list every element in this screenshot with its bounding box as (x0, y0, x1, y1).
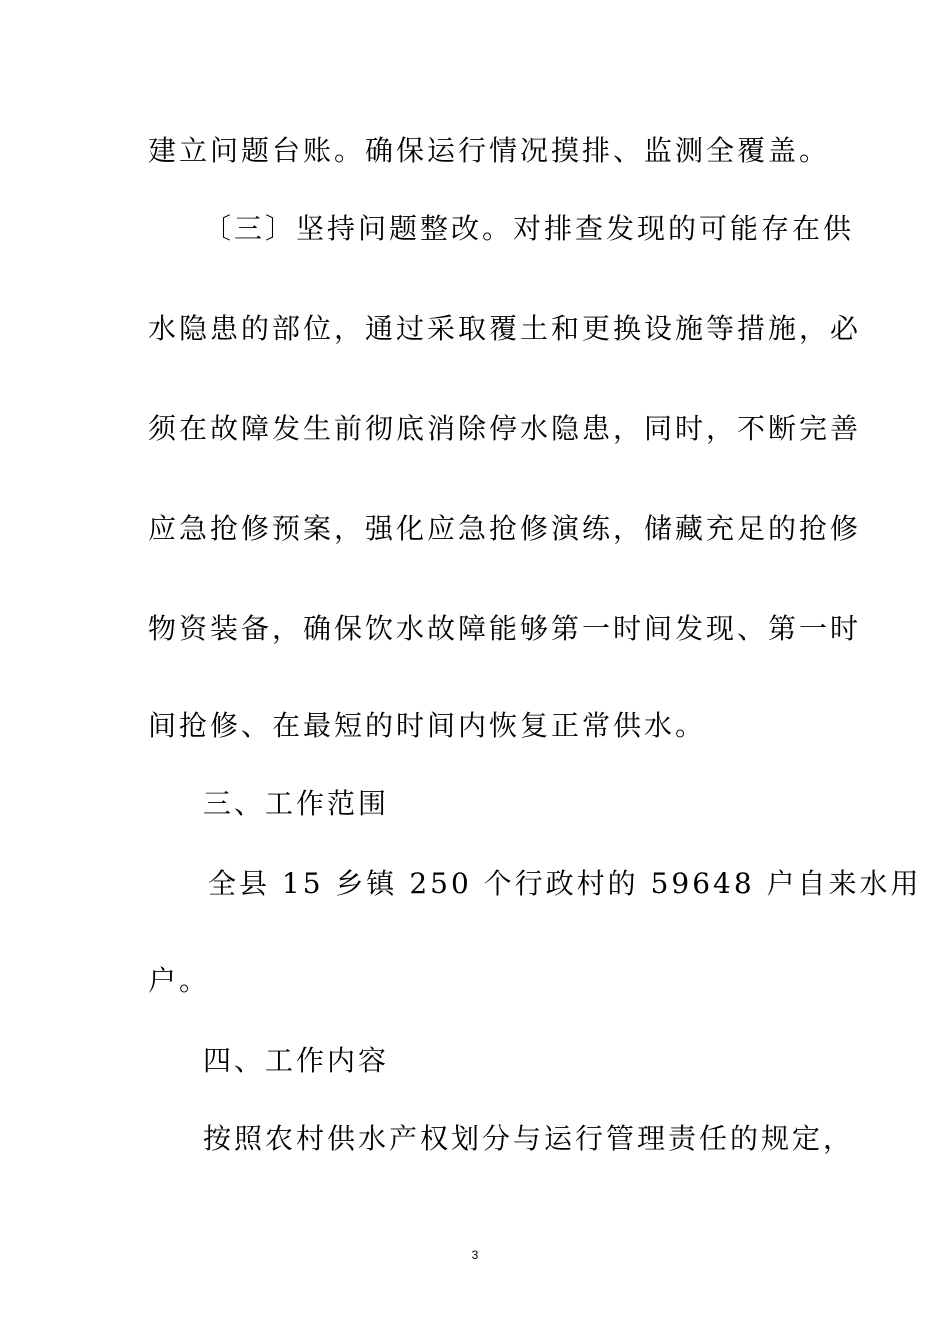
paragraph-line-1: 建立问题台账。确保运行情况摸排、监测全覆盖。 (148, 134, 831, 167)
paragraph-line-12: 按照农村供水产权划分与运行管理责任的规定， (203, 1122, 855, 1155)
paragraph-line-5: 应急抢修预案，强化应急抢修演练，储藏充足的抢修 (148, 512, 862, 545)
paragraph-line-10: 户。 (148, 964, 211, 997)
paragraph-line-7: 间抢修、在最短的时间内恢复正常供水。 (148, 709, 707, 742)
paragraph-line-6: 物资装备，确保饮水故障能够第一时间发现、第一时 (148, 612, 862, 645)
section-heading-content: 四、工作内容 (203, 1044, 390, 1077)
paragraph-line-4: 须在故障发生前彻底消除停水隐患，同时，不断完善 (148, 412, 862, 445)
section-heading-scope: 三、工作范围 (203, 787, 390, 820)
paragraph-line-2: 〔三〕坚持问题整改。对排查发现的可能存在供 (203, 212, 855, 245)
paragraph-line-3: 水隐患的部位，通过采取覆土和更换设施等措施，必 (148, 312, 862, 345)
page-number: 3 (471, 1248, 479, 1262)
paragraph-line-9: 全县 15 乡镇 250 个行政村的 59648 户自来水用 (208, 867, 922, 900)
